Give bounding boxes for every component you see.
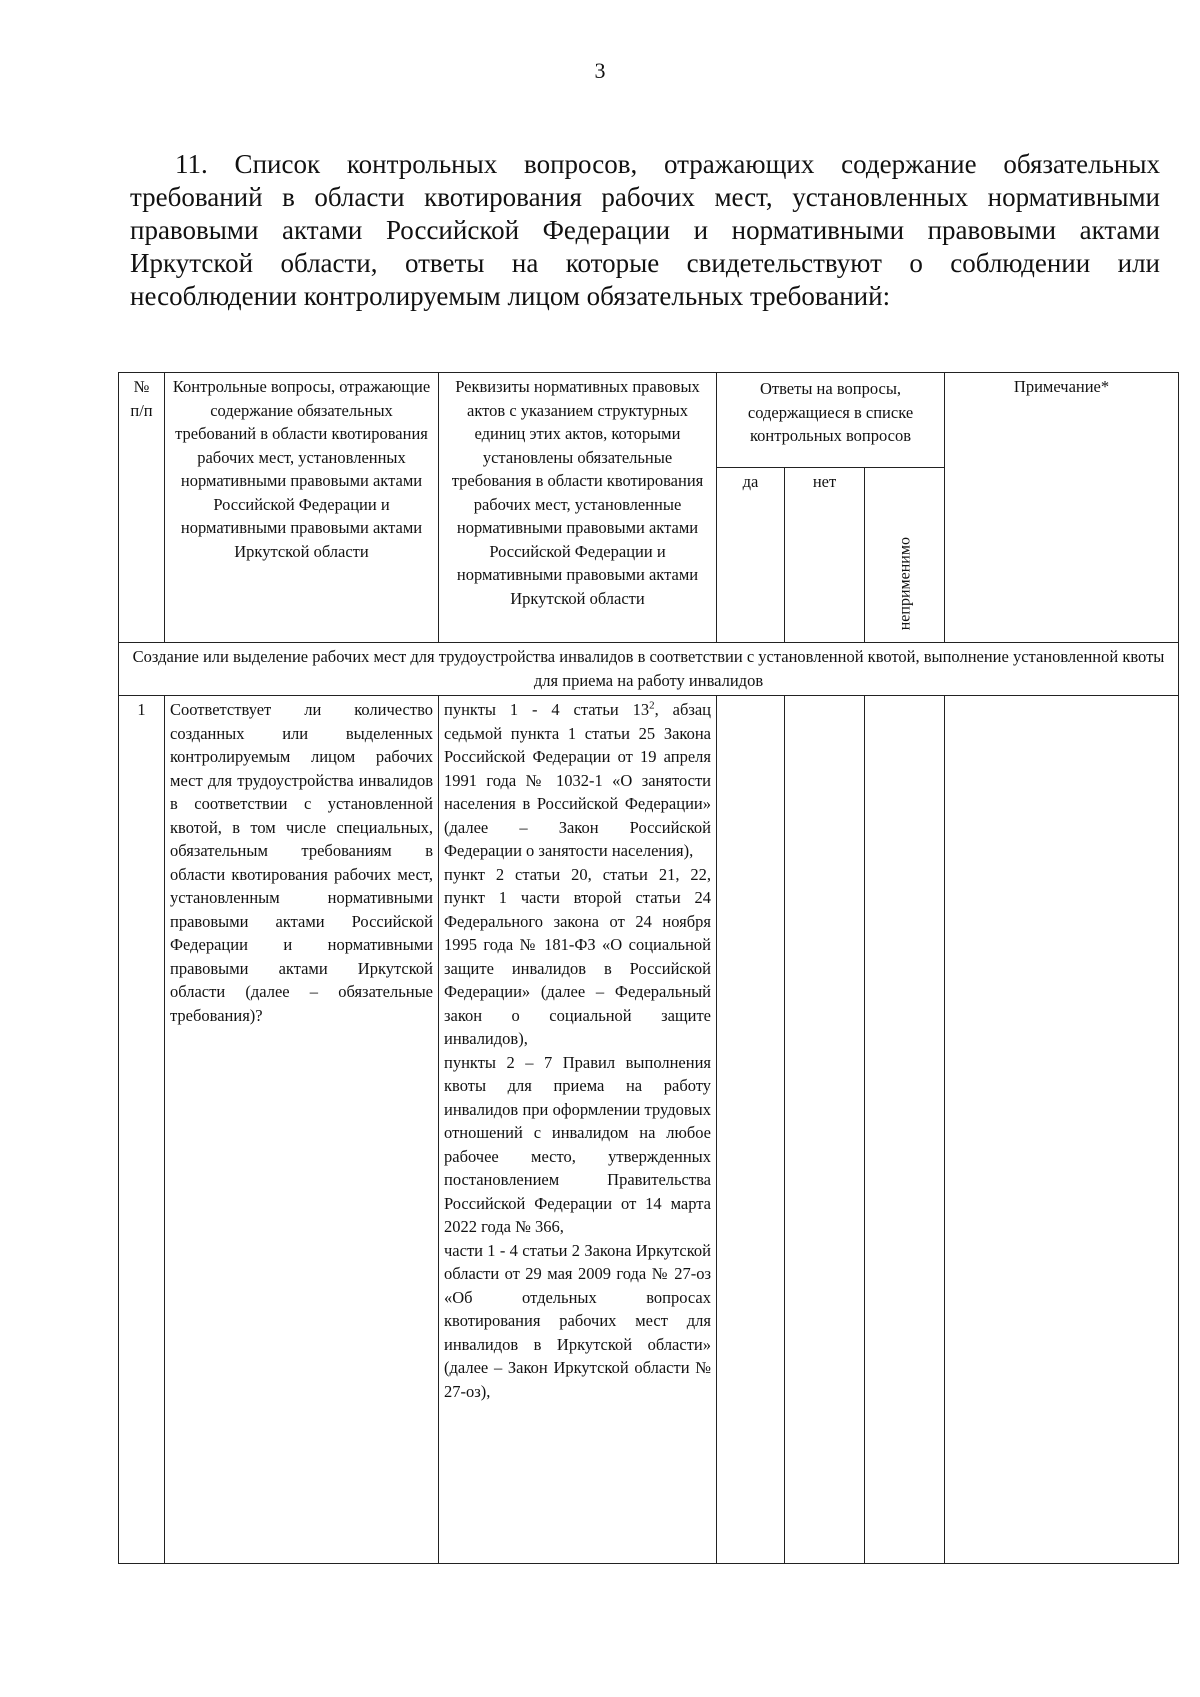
checklist-table	[118, 372, 1179, 1564]
row-requisites	[439, 696, 717, 1564]
header-no: нет	[785, 468, 865, 643]
row-note[interactable]	[945, 696, 1179, 1564]
section-row	[119, 643, 1179, 696]
header-note: Примечание*	[945, 373, 1179, 643]
row-requisites-rest: , абзац седьмой пункта 1 статьи 25 Закона Российской Федерации от 19 апреля 1991 года № 1032-1 «О занятости населения в Российской Федерации» (далее – Закон Российской Федерации о занятости населения), пункт 2 статьи 20, статьи 21, 22, пункт 1 части второй статьи 24 Федерального закона от 24 ноября 1995 года № 181-ФЗ «О социальной защите инвалидов в Российской Федерации» (далее – Федеральный закон о социальной защите инвалидов), пункты 2 – 7 Правил выполнения квоты для приема на работу инвалидов при оформлении трудовых отношений с инвалидом на любое рабочее место, утвержденных постановлением Правительства Российской Федерации от 14 марта 2022 года № 366, части 1 - 4 статьи 2 Закона Иркутской области от 29 мая 2009 года № 27-оз «Об отдельных вопросах квотирования рабочих мест для инвалидов в Иркутской области» (далее – Закон Иркутской области № 27-оз),	[444, 700, 712, 1401]
header-not-applicable: неприменимо	[895, 536, 913, 630]
row-num: 1	[119, 696, 165, 1564]
row-question: Соответствует ли количество созданных или выделенных контролируемым лицом рабочих мест для трудоустройства инвалидов в соответствии с установленной квотой, в том числе специальных, обязательным требованиям в области квотирования рабочих мест, установленным нормативными правовыми актами Российской Федерации и нормативными правовыми актами Иркутской области (далее – обязательные требования)?	[165, 696, 439, 1564]
section-title: Создание или выделение рабочих мест для трудоустройства инвалидов в соответствии с установленной квотой, выполнение установленной квоты для приема на работу инвалидов	[119, 643, 1179, 696]
header-answers: Ответы на вопросы, содержащиеся в списке контрольных вопросов	[717, 373, 945, 468]
header-num: № п/п	[119, 373, 165, 643]
header-yes: да	[717, 468, 785, 643]
header-not-applicable-cell	[865, 468, 945, 643]
row-requisites-start: пункты 1 - 4 статьи 13	[444, 700, 650, 719]
table-header-row	[119, 373, 1179, 468]
header-requisites: Реквизиты нормативных правовых актов с указанием структурных единиц этих актов, которыми установлены обязательные требования в области квотирования рабочих мест, установленные нормативными правовыми актами Российской Федерации и нормативными правовыми актами Иркутской области	[439, 373, 717, 643]
header-questions: Контрольные вопросы, отражающие содержание обязательных требований в области квотирования рабочих мест, установленных нормативными правовыми актами Российской Федерации и нормативными правовыми актами Иркутской области	[165, 373, 439, 643]
page-number: 3	[594, 58, 606, 83]
intro-paragraph: 11. Список контрольных вопросов, отражающих содержание обязательных требований в области квотирования рабочих мест, установленных нормативными правовыми актами Российской Федерации и нормативными правовыми актами Иркутской области, ответы на которые свидетельствуют о соблюдении или несоблюдении контролируемым лицом обязательных требований:	[130, 149, 1160, 311]
row-answer-no[interactable]	[785, 696, 865, 1564]
row-answer-yes[interactable]	[717, 696, 785, 1564]
table-row	[119, 696, 1179, 1564]
row-answer-not-applicable[interactable]	[865, 696, 945, 1564]
row-requisites-superscript: 2	[649, 699, 655, 712]
